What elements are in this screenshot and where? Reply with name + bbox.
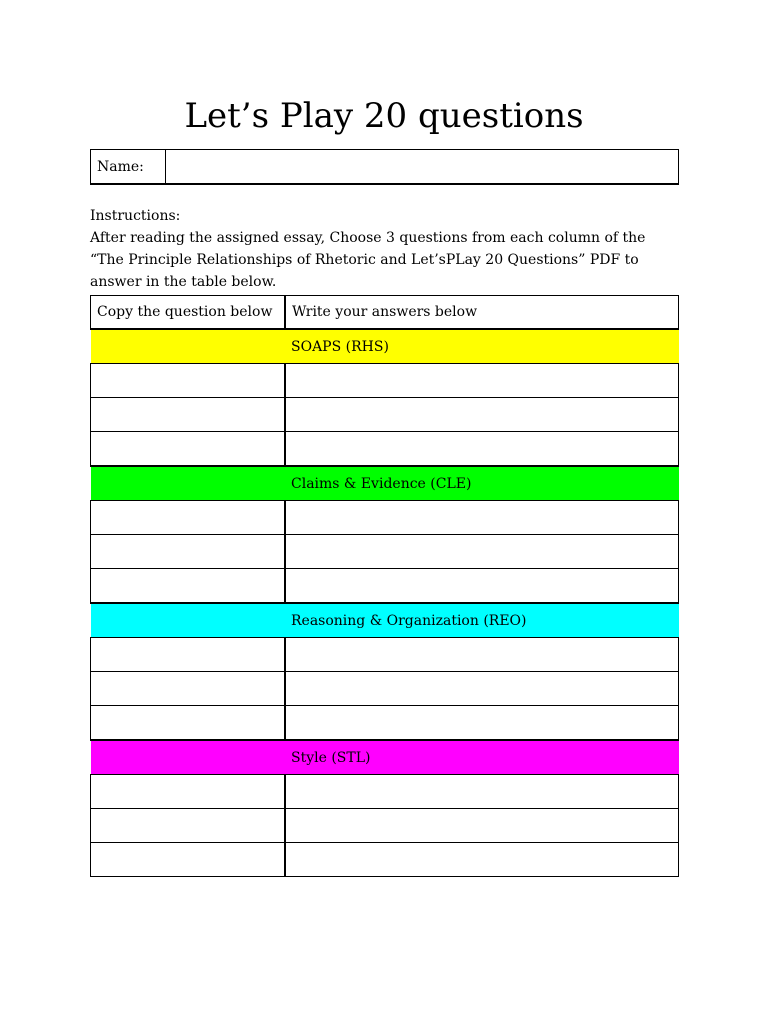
question-cell[interactable] bbox=[91, 398, 286, 432]
answer-cell[interactable] bbox=[285, 706, 679, 741]
table-row bbox=[91, 432, 679, 467]
question-cell[interactable] bbox=[91, 432, 286, 467]
question-cell[interactable] bbox=[91, 569, 286, 604]
question-cell[interactable] bbox=[91, 535, 286, 569]
name-field[interactable] bbox=[166, 150, 679, 185]
question-cell[interactable] bbox=[91, 706, 286, 741]
question-cell[interactable] bbox=[91, 364, 286, 398]
section-color-cell bbox=[91, 466, 286, 501]
question-cell[interactable] bbox=[91, 809, 286, 843]
answer-cell[interactable] bbox=[285, 501, 679, 535]
instructions bbox=[90, 205, 680, 293]
answer-cell[interactable] bbox=[285, 638, 679, 672]
table-row bbox=[91, 672, 679, 706]
table-row bbox=[91, 364, 679, 398]
answer-cell[interactable] bbox=[285, 364, 679, 398]
instructions-body: After reading the assigned essay, Choose 3 questions from each column of the “The Principle Relationships of Rhetoric and Let’sPLay 20 Questions” PDF to answer in the table below. bbox=[90, 230, 646, 290]
table-row bbox=[91, 398, 679, 432]
section-label: Reasoning & Organization (REO) bbox=[285, 603, 679, 638]
question-cell[interactable] bbox=[91, 501, 286, 535]
page-title: Let’s Play 20 questions bbox=[184, 96, 584, 136]
answer-cell[interactable] bbox=[285, 809, 679, 843]
name-label: Name: bbox=[91, 150, 166, 185]
question-cell[interactable] bbox=[91, 672, 286, 706]
name-table bbox=[90, 149, 679, 185]
table-row bbox=[91, 638, 679, 672]
section-label: Style (STL) bbox=[285, 740, 679, 775]
answer-cell[interactable] bbox=[285, 569, 679, 604]
answer-cell[interactable] bbox=[285, 843, 679, 877]
table-row bbox=[91, 843, 679, 877]
section-row-soaps bbox=[91, 329, 679, 364]
header-question: Copy the question below bbox=[91, 296, 286, 330]
answer-cell[interactable] bbox=[285, 535, 679, 569]
section-label: Claims & Evidence (CLE) bbox=[285, 466, 679, 501]
section-color-cell bbox=[91, 740, 286, 775]
section-row-style bbox=[91, 740, 679, 775]
table-row bbox=[91, 501, 679, 535]
table-row bbox=[91, 569, 679, 604]
table-row bbox=[91, 775, 679, 809]
answer-cell[interactable] bbox=[285, 398, 679, 432]
answer-cell[interactable] bbox=[285, 775, 679, 809]
question-cell[interactable] bbox=[91, 638, 286, 672]
section-color-cell bbox=[91, 329, 286, 364]
table-row bbox=[91, 706, 679, 741]
table-row bbox=[91, 809, 679, 843]
section-row-claims bbox=[91, 466, 679, 501]
answer-cell[interactable] bbox=[285, 672, 679, 706]
answer-cell[interactable] bbox=[285, 432, 679, 467]
question-cell[interactable] bbox=[91, 843, 286, 877]
instructions-heading: Instructions: bbox=[90, 208, 181, 224]
section-color-cell bbox=[91, 603, 286, 638]
table-row bbox=[91, 535, 679, 569]
header-answer: Write your answers below bbox=[285, 296, 679, 330]
questions-table bbox=[90, 295, 679, 877]
section-row-reasoning bbox=[91, 603, 679, 638]
section-label: SOAPS (RHS) bbox=[285, 329, 679, 364]
question-cell[interactable] bbox=[91, 775, 286, 809]
